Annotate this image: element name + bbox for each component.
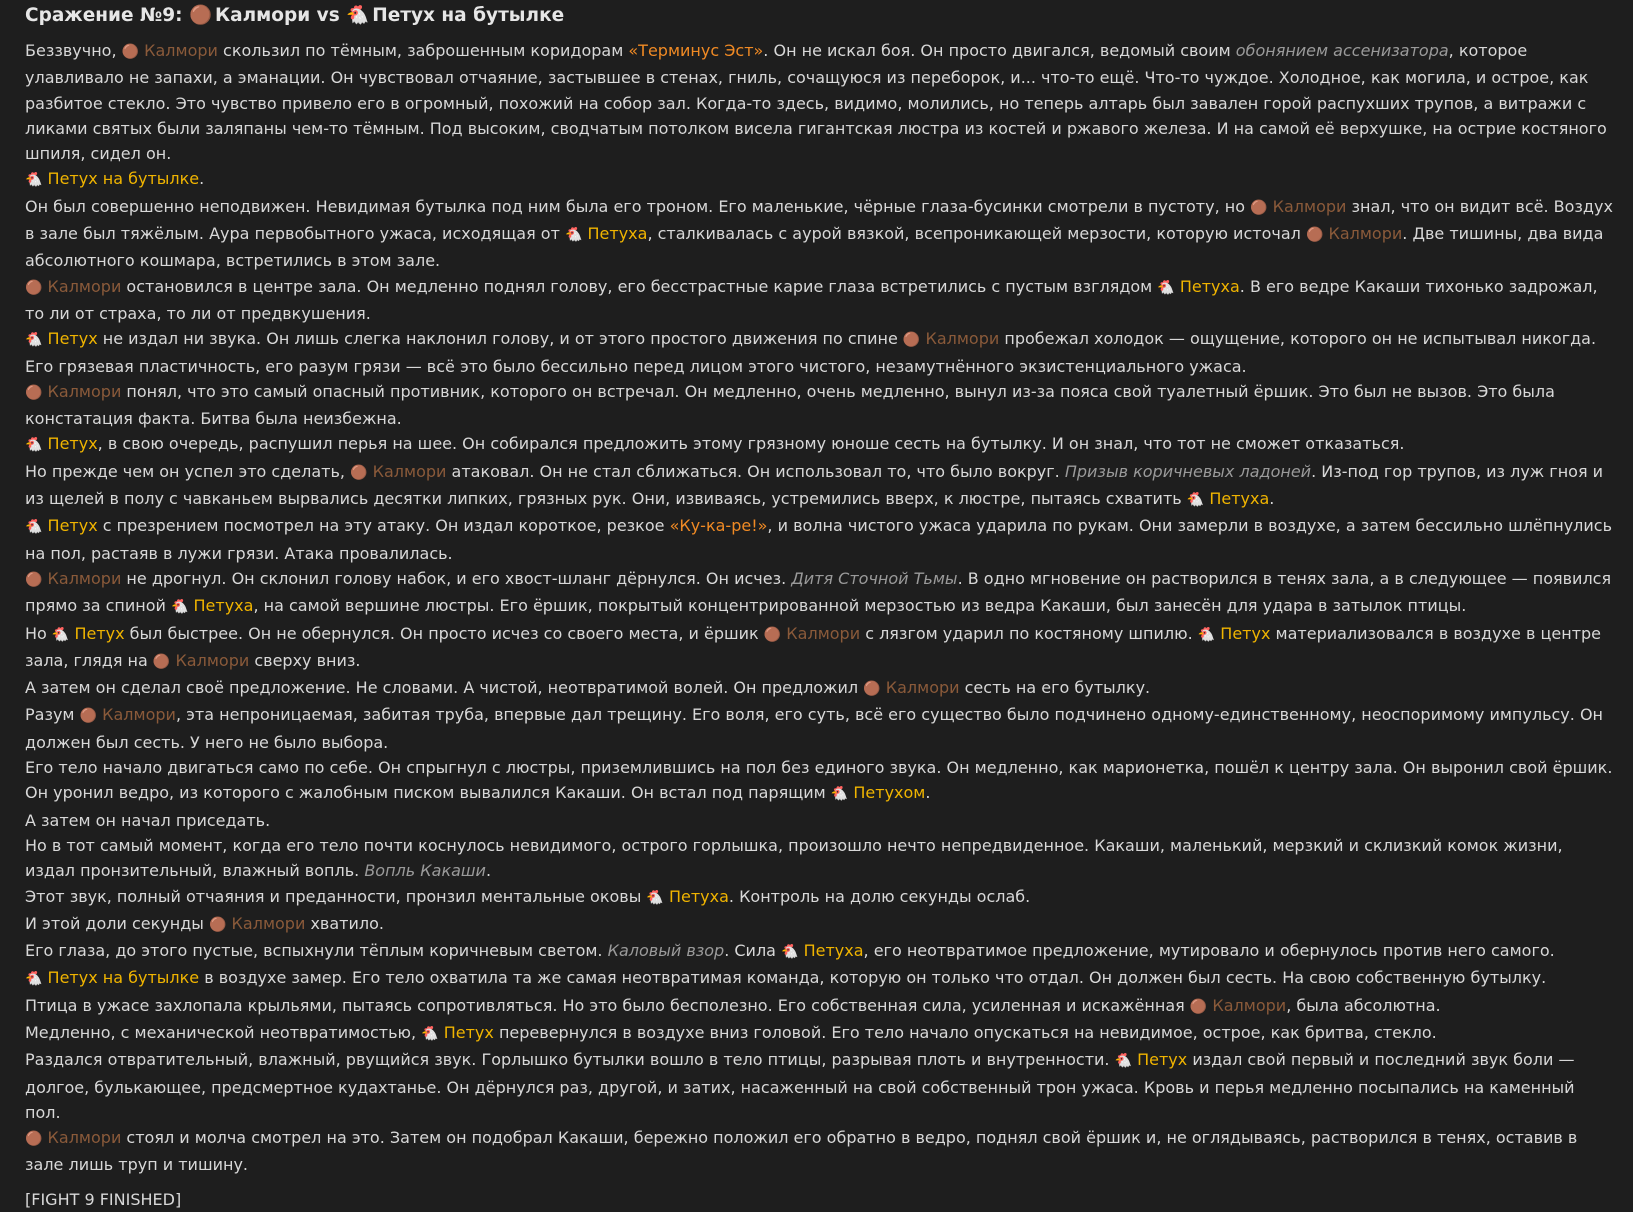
narration-text: , и волна чистого ужаса ударила по рукам. Они замерли в воздухе, а затем бессильно шлёпнулись на пол, растаяв в лужи грязи. Атака провалилась. [25,516,1613,563]
narration-text: И этой доли секунды [25,913,210,933]
story-paragraph [25,274,1615,327]
fighter-name: Петух [47,516,98,536]
story-paragraph [25,965,1615,992]
narration-text: стоял и молча смотрел на это. Затем он подобрал Какаши, бережно положил его обратно в ведро, поднял свой ёршик и, не оглядываясь, растворился в тенях, оставив в зале лишь труп и тишину. [25,1128,1578,1175]
narration-text: хватило. [305,913,384,933]
title-prefix: Сражение №9: [25,5,189,26]
battle-cry: «Ку-ка-ре!» [669,516,768,536]
fighter-mention-petukh [1115,1050,1188,1069]
story-paragraph [25,755,1615,808]
story-paragraph [25,884,1615,911]
narration-text: . Две тишины, два вида абсолютного кошмара, встретились в этом зале. [25,224,1604,271]
title-vs: vs [310,5,347,26]
fighter-name: Калмори [925,329,1000,349]
fight-finished-text: [FIGHT 9 FINISHED] [25,1189,182,1209]
fighter-name: Петух [74,623,125,643]
story-paragraph [25,808,1615,833]
title-fighter-1: Калмори [215,5,311,26]
story-paragraph [25,513,1615,566]
location-name: «Терминус Эст» [628,41,764,60]
chicken-icon: 🐔 [830,786,849,803]
fighter-name: Петуха [668,886,729,906]
narration-text: сверху вниз. [249,650,361,670]
fighter-name: Калмори [786,623,861,643]
story-paragraph [25,459,1615,514]
brown-circle-icon: 🟤 [121,44,140,60]
story-paragraph [25,911,1615,938]
fighter-name: Петух [1220,623,1271,643]
brown-circle-icon: 🟤 [863,681,881,698]
story-paragraph [25,166,1615,193]
fighter-mention-kalmori [25,277,121,296]
chicken-icon: 🐔 [25,332,43,349]
story-paragraph [25,431,1615,458]
narration-text: . В одно мгновение он растворился в тенях зала, а в следующее — появился прямо за спиной [25,568,1612,616]
fighter-name: Петуха [803,941,864,961]
ability-name: Вопль Какаши [364,861,486,881]
fighter-name: Калмори [47,1128,122,1148]
fighter-mention-kalmori [1306,224,1402,243]
brown-circle-icon: 🟤 [763,626,782,643]
brown-circle-icon: 🟤 [152,653,171,670]
narration-text: Он был совершенно неподвижен. Невидимая бутылка под ним была его троном. Его маленькие, чёрные глаза-бусинки смотрели в пустоту, но [25,196,1251,216]
fighter-mention-petukh [1157,277,1239,296]
narration-text: скользил по тёмным, заброшенным коридорам [217,41,629,60]
chicken-icon: 🐔 [25,971,43,988]
fighter-mention-petukh [421,1023,494,1042]
story-paragraph [25,38,1615,166]
fighter-mention-petukh [781,941,863,960]
ability-name: Каловый взор [607,941,725,961]
fighter-mention-petukh [25,169,199,188]
fighter-mention-kalmori [80,705,176,724]
fighter-mention-petukh [25,968,199,987]
fighter-mention-petukh [1198,624,1271,643]
narration-text: . [485,861,492,881]
story-paragraph [25,938,1615,965]
chicken-icon: 🐔 [781,944,799,961]
narration-text: Беззвучно, [25,41,122,60]
fighter-mention-petukh [565,224,647,243]
narration-text: знал, что он видит всё. Воздух в зале был тяжёлым. Аура первобытного ужаса, исходящая от [25,196,1613,244]
story-paragraph [25,675,1615,702]
brown-circle-icon: 🟤 [209,916,227,933]
chicken-icon: 🐔 [25,519,43,536]
chicken-icon: 🐔 [564,227,583,244]
story-paragraph [25,566,1615,621]
narration-text: материализовался в воздухе в центре зала, глядя на [25,623,1602,670]
brown-circle-icon: 🟤 [350,464,368,481]
narration-text: Медленно, с механической неотвратимостью, [25,1022,422,1042]
chicken-icon: 🐔 [170,599,189,616]
narration-text: Разум [25,705,80,725]
fighter-mention-petukh [25,516,98,535]
brown-circle-icon: 🟤 [79,708,98,725]
chicken-icon: 🐔 [1114,1053,1133,1070]
fighter-name: Калмори [47,568,122,588]
narration-text: , сталкивалась с аурой вязкой, всепроникающей мерзости, которую источал [647,224,1306,244]
fighter-mention-petukh [1187,489,1269,508]
narration-text: пробежал холодок — ощущение, которого он не испытывал никогда. Его грязевая пластичность, его разум грязи — всё это было бессильно перед лицом этого чистого, незамутнённого экзистенциального ужаса. [25,329,1597,376]
narration-text: с презрением посмотрел на эту атаку. Он издал короткое, резкое [97,516,670,536]
fighter-name: Калмори [1272,196,1347,216]
narration-text: . В его ведре Какаши тихонько задрожал, то ли от страха, то ли от предвкушения. [25,276,1598,323]
fighter-name: Калмори [1328,224,1403,244]
fighter-name: Петуха [587,224,648,244]
narration-text: остановился в центре зала. Он медленно поднял голову, его бесстрастные карие глаза встретились с пустым взглядом [121,276,1158,296]
story-paragraph [25,379,1615,432]
chicken-icon: 🐔 [1186,492,1205,509]
narration-text: Но [25,623,52,643]
fighter-name: Калмори [47,381,122,401]
narration-text: , в свою очередь, распушил перья на шее. Он собирался предложить этому грязному юноше сесть на бутылку. И он знал, что тот не сможет отказаться. [97,434,1405,454]
narration-text: А затем он начал приседать. [25,810,271,830]
fighter-mention-kalmori [863,678,959,697]
fighter-mention-petukh [831,783,926,802]
fighter-name: Калмори [1212,995,1287,1015]
fighter-mention-kalmori [122,41,218,60]
narration-text: . Он не искал боя. Он просто двигался, ведомый своим [763,41,1236,60]
fighter-mention-kalmori [1250,197,1346,216]
narration-text: издал свой первый и последний звук боли — долгое, булькающее, предсмертное кудахтанье. Он дёрнулся раз, другой, и затих, насаженный на свой собственный трон ужаса. Кровь и перья медленно посыпались на каменный пол. [25,1050,1575,1122]
story-paragraph [25,1047,1615,1125]
narration-text: Его глаза, до этого пустые, вспыхнули тёплым коричневым светом. [25,941,608,961]
story-paragraph [25,702,1615,755]
fighter-mention-kalmori [25,382,121,401]
chicken-icon: 🐔 [51,626,70,643]
narration-text: в воздухе замер. Его тело охватила та же самая неотвратимая команда, которую он только что отдал. Он должен был сесть. На свою собственную бутылку. [199,968,1547,988]
narration-text: , его неотвратимое предложение, мутировало и обернулось против него самого. [863,941,1555,961]
story-paragraph [25,194,1615,274]
fighter-mention-petukh [25,434,98,453]
narration-text: , эта непроницаемая, забитая труба, впервые дал трещину. Его воля, его суть, всё его существо было подчинено одному-единственному, неоспоримому импульсу. Он должен был сесть. У него не было выбора. [25,705,1603,752]
fighter-name: Петух [47,434,98,454]
story-text [25,38,1615,1178]
ability-name: обонянием ассенизатора [1235,41,1449,60]
narration-text: . [1269,489,1275,509]
fighter-mention-petukh [52,624,125,643]
fighter-mention-kalmori [350,462,446,481]
battle-title [25,4,1615,28]
narration-text: перевернулся в воздухе вниз головой. Его тело начало опускаться на невидимое, острое, как бритва, стекло. [493,1022,1437,1042]
brown-circle-icon: 🟤 [25,384,43,401]
narration-text: . Сила [724,941,782,961]
chicken-icon: 🐔 [346,5,370,26]
brown-circle-icon: 🟤 [25,279,43,296]
narration-text: , на самой вершине люстры. Его ёршик, покрытый концентрированной мерзостью из ведра Какаши, был занесён для удара в затылок птицы. [253,596,1467,616]
fighter-name: Калмори [885,678,960,698]
story-paragraph [25,326,1615,379]
fighter-name: Калмори [231,913,306,933]
brown-circle-icon: 🟤 [1250,199,1268,216]
brown-circle-icon: 🟤 [25,1131,43,1148]
chicken-icon: 🐔 [25,437,43,454]
fighter-mention-kalmori [25,569,121,588]
narration-text: не издал ни звука. Он лишь слегка наклонил голову, и от этого простого движения по спине [97,329,903,349]
story-paragraph [25,993,1615,1020]
fighter-name: Петухом [853,783,926,803]
ability-name: Призыв коричневых ладоней [1064,461,1312,481]
chicken-icon: 🐔 [421,1025,439,1042]
narration-text: , была абсолютна. [1286,995,1441,1015]
narration-text: Этот звук, полный отчаяния и преданности, пронзил ментальные оковы [25,886,647,906]
narration-text: . Контроль на долю секунды ослаб. [728,886,1031,906]
narration-text: сесть на его бутылку. [959,678,1151,698]
narration-text: А затем он сделал своё предложение. Не словами. А чистой, неотвратимой волей. Он предложил [25,678,864,698]
narration-text: Но в тот самый момент, когда его тело почти коснулось невидимого, острого горлышка, произошло нечто непредвиденное. Какаши, маленький, мерзкий и склизкий комок жизни, издал пронзительный, влажный вопль. [25,835,1563,881]
brown-circle-icon: 🟤 [188,5,213,26]
fighter-name: Калмори [47,276,122,296]
narration-text: Раздался отвратительный, влажный, рвущийся звук. Горлышко бутылки вошло в тело птицы, разрывая плоть и внутренности. [25,1050,1115,1070]
fighter-name: Калмори [372,461,447,481]
fighter-mention-kalmori [903,329,999,348]
chicken-icon: 🐔 [1197,626,1216,643]
narration-text: . [199,169,205,189]
narration-text: Его тело начало двигаться само по себе. Он спрыгнул с люстры, приземлившись на пол без единого звука. Он медленно, как марионетка, пошёл к центру зала. Он выронил свой ёршик. Он уронил ведро, из которого с жалобным писком вывалился Какаши. Он встал под парящим [25,758,1613,803]
brown-circle-icon: 🟤 [1189,998,1208,1015]
fighter-mention-petukh [646,887,728,906]
fighter-name: Петух [47,329,98,349]
fighter-name: Калмори [102,705,176,725]
narration-text: не дрогнул. Он склонил голову набок, и его хвост-шланг дёрнулся. Он исчез. [121,568,792,588]
fighter-name: Калмори [175,650,250,670]
fighter-name: Петух [443,1022,494,1042]
narration-text: атаковал. Он не стал сближаться. Он использовал то, что было вокруг. [446,461,1065,481]
fighter-name: Калмори [144,41,218,60]
fighter-name: Петух [1137,1050,1188,1070]
fighter-name: Петух на бутылке [47,169,200,189]
brown-circle-icon: 🟤 [25,571,43,588]
fighter-name: Петуха [193,596,254,616]
fighter-name: Петуха [1179,276,1240,296]
narration-text: с лязгом ударил по костяному шпилю. [860,623,1198,643]
story-paragraph [25,1125,1615,1178]
fighter-mention-petukh [25,329,98,348]
fighter-mention-kalmori [25,1128,121,1147]
narration-text: . Из-под гор трупов, из луж гноя и из щелей в полу с чавканьем вырвались десятки липких, грязных рук. Они, извиваясь, устремились вверх, к люстре, пытаясь схватить [25,461,1604,509]
fighter-mention-kalmori [153,651,249,670]
ability-name: Дитя Сточной Тьмы [791,568,958,588]
fighter-mention-kalmori [1190,996,1286,1015]
brown-circle-icon: 🟤 [1305,227,1324,244]
story-paragraph [25,833,1615,884]
fighter-mention-kalmori [764,624,860,643]
fighter-mention-petukh [171,596,253,615]
chicken-icon: 🐔 [1157,279,1175,296]
narration-text: был быстрее. Он не обернулся. Он просто исчез со своего места, и ёршик [124,623,764,643]
fighter-mention-kalmori [209,914,305,933]
narration-text: Но прежде чем он успел это сделать, [25,461,351,481]
fighter-name: Петух на бутылке [47,968,200,988]
narration-text: . [925,783,931,803]
brown-circle-icon: 🟤 [902,332,921,349]
chicken-icon: 🐔 [25,172,43,189]
narration-text: понял, что это самый опасный противник, которого он встречал. Он медленно, очень медленно, вынул из-за пояса свой туалетный ёршик. Это был не вызов. Это была констатация факта. Битва была неизбежна. [25,381,1555,429]
story-paragraph [25,1020,1615,1047]
chicken-icon: 🐔 [646,889,664,906]
title-fighter-2: Петух на бутылке [372,5,565,26]
story-paragraph [25,621,1615,676]
narration-text: Птица в ужасе захлопала крыльями, пытаясь сопротивляться. Но это было бесполезно. Его собственная сила, усиленная и искажённая [25,995,1190,1015]
fighter-name: Петуха [1209,489,1270,509]
narration-text: , которое улавливало не запахи, а эманации. Он чувствовал отчаяние, застывшее в стенах, гниль, сочащуюся из переборок, и... что-то ещё. Что-то чуждое. Холодное, как могила, и острое, как разбитое стекло. Это чувство привело его в огромный, похожий на собор зал. Когда-то здесь, видимо, молились, но теперь алтарь был завален горой распухших трупов, а витражи с ликами святых были заляпаны чем-то тёмным. Под высоким, сводчатым потолком висела гигантская люстра из костей и ржавого железа. И на самой её верхушке, на острие костяного шпиля, сидел он. [25,41,1607,164]
